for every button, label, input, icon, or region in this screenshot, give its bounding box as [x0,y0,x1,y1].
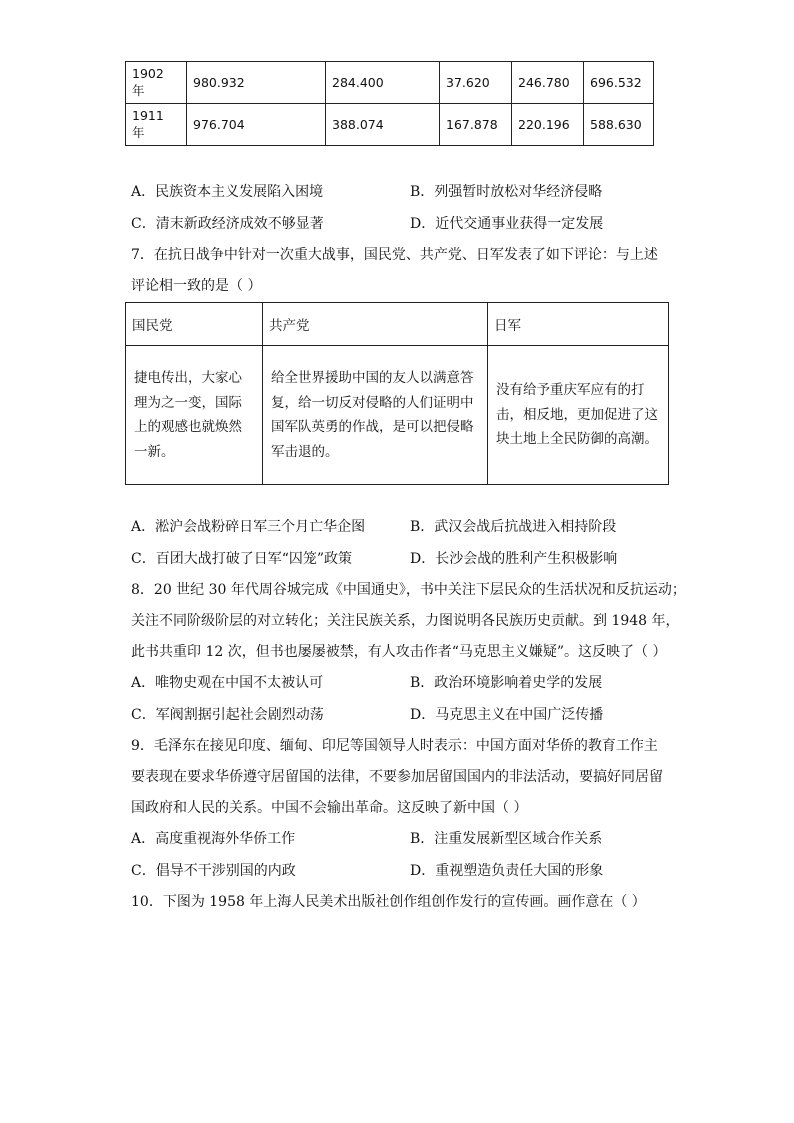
q9-stem-line-3: 国政府和人民的关系。中国不会输出革命。这反映了新中国（ ） [131,800,528,816]
q8-stem-line-1: 8．20 世纪 30 年代周谷城完成《中国通史》，书中关注下层民众的生活状况和反抗运动； [131,582,686,598]
q9-option-a: A．高度重视海外华侨工作 [131,831,296,847]
q6-option-c: C．清末新政经济成效不够显著 [131,216,324,232]
q8-stem-line-2: 关注不同阶级阶层的对立转化；关注民族关系，力图说明各民族历史贡献。到 1948 年， [131,613,680,629]
q6-option-b: B．列强暂时放松对华经济侵略 [410,184,603,200]
q8-option-c: C．军阀割据引起社会剧烈动荡 [131,707,324,723]
q8-option-b: B．政治环境影响着史学的发展 [410,675,603,691]
header-kmt: 国民党 [126,303,263,346]
q6-option-a: A．民族资本主义发展陷入困境 [131,184,324,200]
q9-option-b: B．注重发展新型区域合作关系 [410,831,603,847]
q7-option-c: C．百团大战打破了日军“囚笼”政策 [131,551,353,567]
table-header-row [126,303,669,346]
cell-kmt-comment: 捷电传出，大家心理为之一变，国际上的观感也就焕然一新。 [126,346,263,485]
q6-option-d: D．近代交通事业获得一定发展 [410,216,604,232]
table-cell: 246.780 [512,62,584,104]
q9-option-d: D．重视塑造负责任大国的形象 [410,863,604,879]
q7-stem-line-2: 评论相一致的是（ ） [131,278,262,294]
q9-stem-line-2: 要表现在要求华侨遵守居留国的法律，不要参加居留国国内的非法活动，要搞好同居留 [131,769,663,785]
table-cell: 220.196 [512,104,584,146]
q7-option-a: A．淞沪会战粉碎日军三个月亡华企图 [131,519,366,535]
header-japanese-army: 日军 [488,303,669,346]
table-cell: 37.620 [440,62,512,104]
table-cell: 388.074 [326,104,440,146]
table-cell: 976.704 [187,104,326,146]
table-cell: 284.400 [326,62,440,104]
table-cell: 1911 年 [126,104,187,146]
table-row [126,104,654,146]
q7-option-b: B．武汉会战后抗战进入相持阶段 [410,519,617,535]
q7-stem-line-1: 7．在抗日战争中针对一次重大战事，国民党、共产党、日军发表了如下评论：与上述 [131,247,658,263]
table-cell: 980.932 [187,62,326,104]
table-row [126,346,669,485]
table-cell: 1902 年 [126,62,187,104]
table-cell: 588.630 [584,104,654,146]
q10-stem: 10．下图为 1958 年上海人民美术出版社创作组创作发行的宣传画。画作意在（ ） [131,894,646,910]
cell-cpc-comment: 给全世界援助中国的友人以满意答复，给一切反对侵略的人们证明中国军队英勇的作战，是可以把侵略军击退的。 [263,346,488,485]
q9-option-c: C．倡导不干涉别国的内政 [131,863,296,879]
q8-stem-line-3: 此书共重印 12 次，但书也屡屡被禁，有人攻击作者“马克思主义嫌疑”。这反映了（ ） [131,644,667,660]
data-table [125,61,654,146]
table-row [126,62,654,104]
table-cell: 696.532 [584,62,654,104]
cell-japanese-comment: 没有给予重庆军应有的打击，相反地，更加促进了这块土地上全民防御的高潮。 [488,346,669,485]
q8-option-a: A．唯物史观在中国不太被认可 [131,675,324,691]
header-cpc: 共产党 [263,303,488,346]
comment-table [125,302,669,485]
q7-option-d: D．长沙会战的胜利产生积极影响 [410,551,618,567]
table-cell: 167.878 [440,104,512,146]
q8-option-d: D．马克思主义在中国广泛传播 [410,707,604,723]
q9-stem-line-1: 9．毛泽东在接见印度、缅甸、印尼等国领导人时表示：中国方面对华侨的教育工作主 [131,738,658,754]
